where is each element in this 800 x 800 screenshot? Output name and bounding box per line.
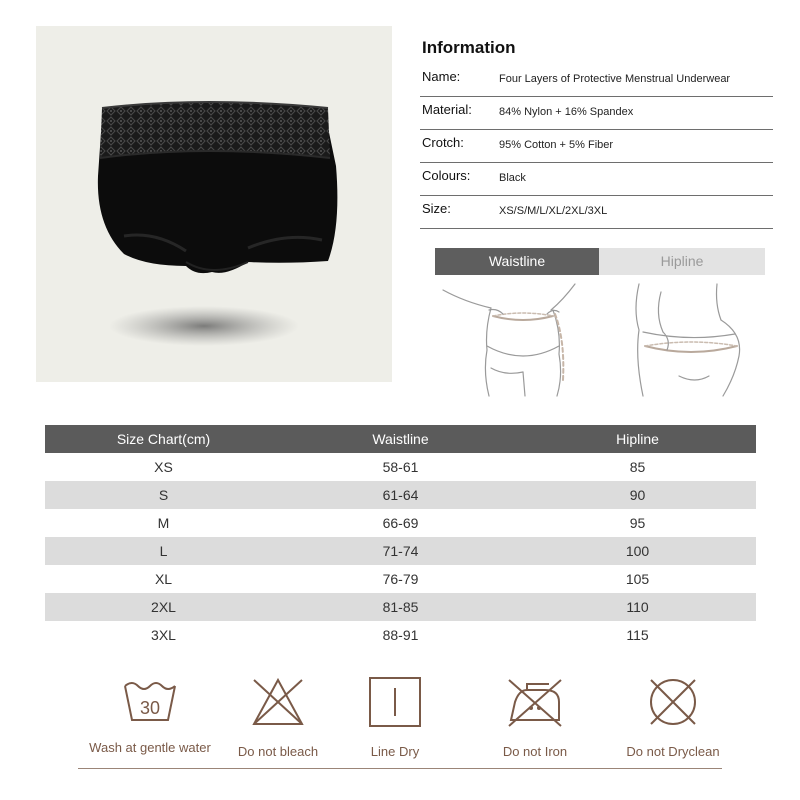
waistline-cell: 61-64 <box>382 487 419 503</box>
hipline-cell: 85 <box>629 459 646 475</box>
hipline-measure-illustration <box>599 280 765 400</box>
care-bleach <box>226 676 330 759</box>
waistline-cell: 71-74 <box>382 543 419 559</box>
table-row <box>45 537 756 565</box>
info-label: Crotch: <box>422 135 464 150</box>
info-value: Black <box>499 172 526 184</box>
header-size: Size Chart(cm) <box>116 431 211 447</box>
header-hipline: Hipline <box>616 431 659 447</box>
tab-waistline[interactable]: Waistline <box>435 248 599 275</box>
info-row-crotch <box>420 130 773 163</box>
table-row <box>45 621 756 649</box>
waistline-cell: 66-69 <box>382 515 419 531</box>
care-label-wash: Wash at gentle water <box>89 740 211 755</box>
info-value: 95% Cotton + 5% Fiber <box>499 139 614 151</box>
waistline-measure-illustration <box>435 280 599 400</box>
info-row-material <box>420 97 773 130</box>
care-label-bleach: Do not bleach <box>237 744 319 759</box>
no-iron-icon <box>505 676 565 728</box>
care-wash <box>80 676 220 755</box>
information-title: Information <box>422 38 516 57</box>
info-value: 84% Nylon + 16% Spandex <box>499 106 634 118</box>
info-label: Size: <box>422 201 451 216</box>
waistline-cell: 88-91 <box>382 627 419 643</box>
info-label: Material: <box>422 102 472 117</box>
size-cell: L <box>159 543 168 559</box>
hipline-cell: 90 <box>629 487 646 503</box>
care-label-dryclean: Do not Dryclean <box>626 744 720 759</box>
table-row <box>45 509 756 537</box>
info-value: XS/S/M/L/XL/2XL/3XL <box>499 205 608 217</box>
care-iron <box>490 676 580 759</box>
waistline-cell: 58-61 <box>382 459 419 475</box>
table-row <box>45 565 756 593</box>
wash-30-icon <box>122 676 178 724</box>
underwear-illustration <box>36 26 392 382</box>
hipline-cell: 110 <box>626 599 649 615</box>
product-photo <box>36 26 392 382</box>
size-cell: M <box>157 515 170 531</box>
care-dry <box>355 676 435 759</box>
header-waistline: Waistline <box>372 431 429 447</box>
size-chart-table <box>45 425 756 649</box>
info-row-name <box>420 64 773 97</box>
size-cell: S <box>158 487 169 503</box>
waistline-cell: 81-85 <box>382 599 419 615</box>
hipline-cell: 105 <box>625 571 650 587</box>
hipline-cell: 100 <box>625 543 650 559</box>
tab-hipline[interactable]: Hipline <box>599 248 765 275</box>
care-divider <box>78 768 722 769</box>
waistline-cell: 76-79 <box>382 571 419 587</box>
size-cell: 2XL <box>151 599 176 615</box>
no-dryclean-icon <box>645 676 701 728</box>
info-label: Name: <box>422 69 461 84</box>
size-cell: XS <box>154 459 173 475</box>
info-row-size <box>420 196 773 229</box>
size-cell: 3XL <box>151 627 176 643</box>
size-cell: XL <box>154 571 173 587</box>
hipline-cell: 115 <box>626 627 649 643</box>
table-row <box>45 453 756 481</box>
table-row <box>45 481 756 509</box>
care-label-dry: Line Dry <box>370 744 420 759</box>
info-label: Colours: <box>422 168 471 183</box>
size-chart-header <box>45 425 756 453</box>
hipline-cell: 95 <box>629 515 646 531</box>
line-dry-icon <box>368 676 422 728</box>
table-row <box>45 593 756 621</box>
info-value: Four Layers of Protective Menstrual Underwear <box>499 73 731 85</box>
info-row-colours <box>420 163 773 196</box>
care-label-iron: Do not Iron <box>502 744 568 759</box>
care-dryclean <box>618 676 728 759</box>
no-bleach-icon <box>250 676 306 728</box>
wash-temperature: 30 <box>139 698 161 718</box>
